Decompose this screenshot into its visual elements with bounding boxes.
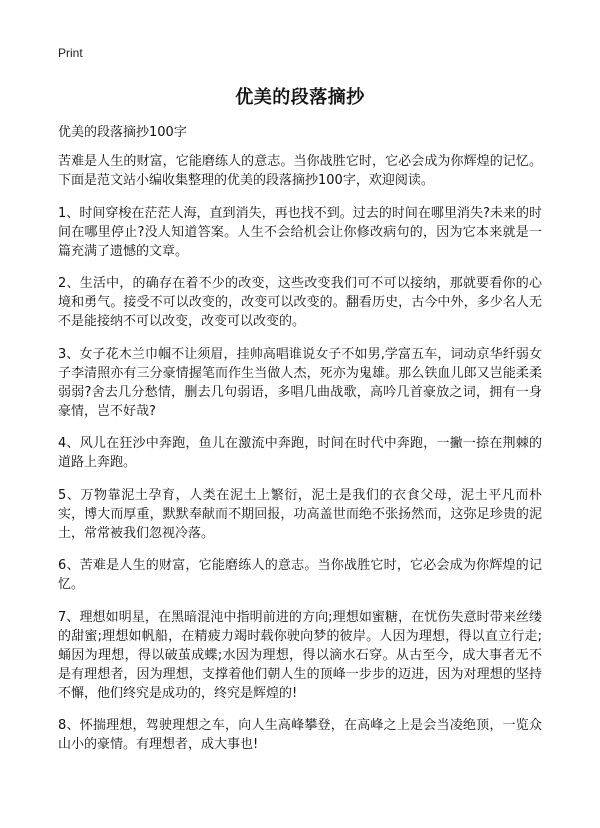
paragraph-7: 7、理想如明星，在黑暗混沌中指明前进的方向;理想如蜜糖，在忧伤失意时带来丝缕的甜蜜;理想如帆船，在精疲力竭时载你驶向梦的彼岸。人因为理想，得以直立行走;蛹因为理想，得以破茧成蝶;水因为理想，得以滴水石穿。从古至今，成大事者无不是有理想者，因为理想，支撑着他们朝人生的顶峰一步步的迈进，因为对理想的坚持不懈，他们终究是成功的，终究是辉煌的! — [58, 609, 542, 701]
article-subtitle: 优美的段落摘抄100字 — [58, 125, 187, 140]
intro-paragraph: 苦难是人生的财富，它能磨练人的意志。当你战胜它时，它必会成为你辉煌的记忆。下面是范文站小编收集整理的优美的段落摘抄100字，欢迎阅读。 — [58, 154, 542, 188]
paragraph-4: 4、风儿在狂沙中奔跑，鱼儿在激流中奔跑，时间在时代中奔跑，一撇一捺在荆棘的道路上奔跑。 — [58, 436, 542, 470]
paragraph-8: 8、怀揣理想，驾驶理想之车，向人生高峰攀登，在高峰之上是会当凌绝顶，一览众山小的豪情。有理想者，成大事也! — [58, 718, 542, 752]
paragraph-5: 5、万物靠泥土孕育，人类在泥土上繁衍，泥土是我们的衣食父母，泥土平凡而朴实，博大而厚重，默默奉献而不期回报，功高盖世而绝不张扬然而，这弥足珍贵的泥土，常常被我们忽视冷落。 — [58, 487, 542, 541]
paragraph-6: 6、苦难是人生的财富，它能磨练人的意志。当你战胜它时，它必会成为你辉煌的记忆。 — [58, 558, 542, 592]
article-body — [58, 152, 542, 768]
paragraph-2: 2、生活中，的确存在着不少的改变，这些改变我们可不可以接纳，那就要看你的心境和勇气。接受不可以改变的，改变可以改变的。翻看历史，古今中外，多少名人无不是能接纳不可以改变，改变可以改变的。 — [58, 276, 542, 329]
print-link[interactable]: Print — [58, 46, 83, 60]
article-title: 优美的段落摘抄 — [235, 87, 365, 108]
paragraph-1: 1、时间穿梭在茫茫人海，直到消失，再也找不到。过去的时间在哪里消失?未来的时间在哪里停止?没人知道答案。人生不会给机会让你修改病句的，因为它本来就是一篇充满了遗憾的文章。 — [58, 205, 542, 259]
paragraph-3: 3、女子花木兰巾帼不让须眉，挂帅高唱谁说女子不如男,学富五车，词动京华纤弱女子李清照亦有三分豪情握笔而作生当做人杰，死亦为鬼雄。那么铁血儿郎又岂能柔柔弱弱?舍去几分愁情，删去几句弱语，多唱几曲战歌，高吟几首豪放之词，拥有一身豪情，岂不好哉? — [58, 346, 542, 419]
